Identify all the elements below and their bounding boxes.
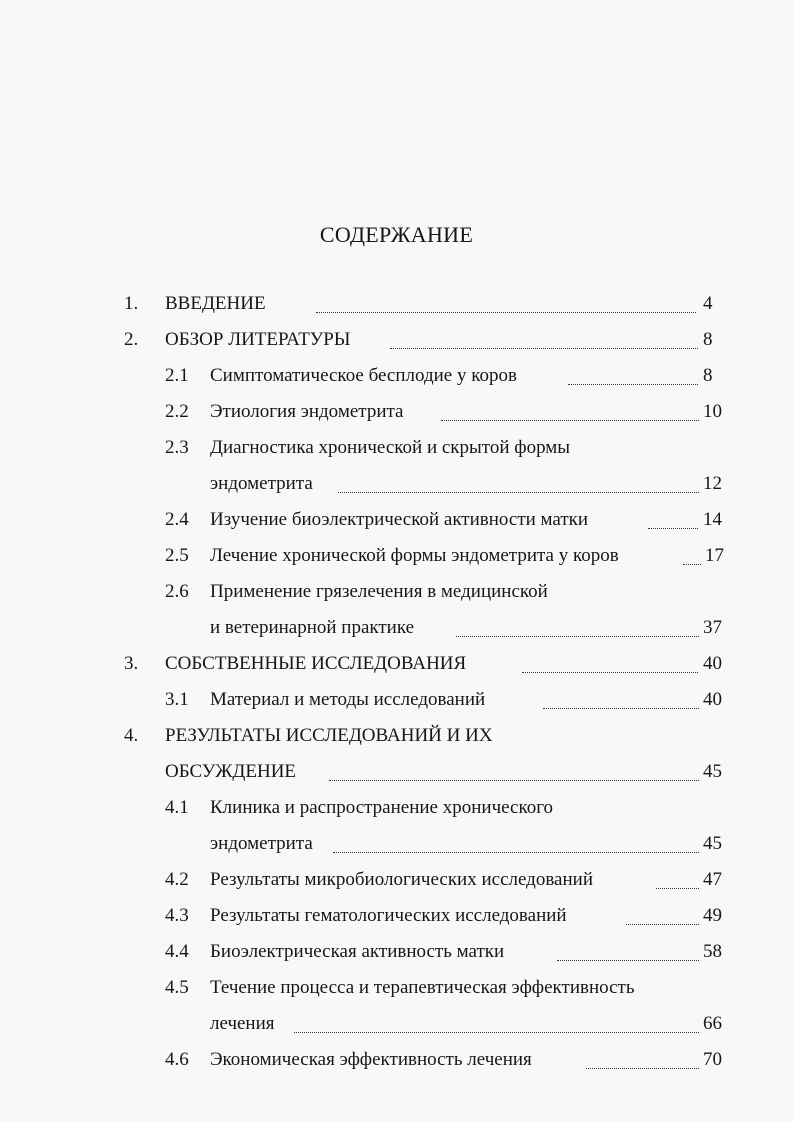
toc-number: 4.6 xyxy=(165,1049,189,1070)
toc-page-number: 4 xyxy=(703,293,713,314)
toc-entry xyxy=(0,972,793,1004)
toc-leader xyxy=(557,960,699,961)
toc-text: Изучение биоэлектрической активности матки xyxy=(210,509,589,530)
toc-leader xyxy=(390,348,698,349)
toc-number: 1. xyxy=(124,293,139,314)
toc-page-number: 37 xyxy=(703,617,722,638)
toc-page-number: 49 xyxy=(703,905,722,926)
toc-number: 2. xyxy=(124,329,139,350)
toc-page-number: 8 xyxy=(703,365,713,386)
toc-number: 4.3 xyxy=(165,905,189,926)
toc-text: Клиника и распространение хронического xyxy=(210,797,554,818)
toc-entry xyxy=(0,684,793,716)
toc-entry xyxy=(0,540,793,572)
toc-page-number: 10 xyxy=(703,401,722,422)
toc-leader xyxy=(333,852,699,853)
toc-number: 3. xyxy=(124,653,139,674)
toc-text: ВВЕДЕНИЕ xyxy=(165,293,266,314)
toc-entry-continuation xyxy=(0,1008,793,1040)
toc-page-number: 58 xyxy=(703,941,722,962)
toc-leader xyxy=(586,1068,699,1069)
toc-leader xyxy=(329,780,699,781)
toc-number: 4.2 xyxy=(165,869,189,890)
toc-leader xyxy=(316,312,696,313)
toc-text: РЕЗУЛЬТАТЫ ИССЛЕДОВАНИЙ И ИХ xyxy=(165,725,493,746)
toc-leader xyxy=(656,888,699,889)
toc-text: Материал и методы исследований xyxy=(210,689,486,710)
toc-entry xyxy=(0,432,793,464)
toc-page-number: 40 xyxy=(703,689,722,710)
toc-text: эндометрита xyxy=(210,473,313,494)
toc-text: и ветеринарной практике xyxy=(210,617,415,638)
toc-text: СОБСТВЕННЫЕ ИССЛЕДОВАНИЯ xyxy=(165,653,467,674)
toc-entry-continuation xyxy=(0,828,793,860)
toc-entry xyxy=(0,864,793,896)
toc-leader xyxy=(294,1032,699,1033)
toc-text: Результаты гематологических исследований xyxy=(210,905,567,926)
toc-page-number: 12 xyxy=(703,473,722,494)
toc-entry xyxy=(0,1044,793,1076)
toc-text: Этиология эндометрита xyxy=(210,401,404,422)
toc-page-number: 47 xyxy=(703,869,722,890)
toc-leader xyxy=(543,708,699,709)
toc-number: 2.5 xyxy=(165,545,189,566)
toc-number: 2.4 xyxy=(165,509,189,530)
toc-number: 3.1 xyxy=(165,689,189,710)
toc-text: Экономическая эффективность лечения xyxy=(210,1049,532,1070)
toc-entry xyxy=(0,288,793,320)
toc-title: СОДЕРЖАНИЕ xyxy=(319,222,474,247)
toc-entry xyxy=(0,900,793,932)
toc-entry xyxy=(0,936,793,968)
toc-number: 4.5 xyxy=(165,977,189,998)
toc-text: Результаты микробиологических исследований xyxy=(210,869,593,890)
toc-number: 4.4 xyxy=(165,941,189,962)
toc-entry-continuation xyxy=(0,756,793,788)
toc-number: 2.1 xyxy=(165,365,189,386)
toc-number: 4. xyxy=(124,725,139,746)
toc-entry xyxy=(0,720,793,752)
toc-leader xyxy=(456,636,699,637)
toc-entry xyxy=(0,792,793,824)
toc-text: эндометрита xyxy=(210,833,313,854)
toc-entry-continuation xyxy=(0,612,793,644)
toc-text: ОБЗОР ЛИТЕРАТУРЫ xyxy=(165,329,351,350)
toc-number: 2.6 xyxy=(165,581,189,602)
toc-page-number: 66 xyxy=(703,1013,722,1034)
toc-text: Симптоматическое бесплодие у коров xyxy=(210,365,517,386)
toc-leader xyxy=(568,384,698,385)
toc-entry xyxy=(0,648,793,680)
toc-page-number: 45 xyxy=(703,761,722,782)
toc-leader xyxy=(626,924,699,925)
toc-text: Диагностика хронической и скрытой формы xyxy=(210,437,571,458)
toc-page-number: 45 xyxy=(703,833,722,854)
toc-text: лечения xyxy=(210,1013,275,1034)
toc-number: 2.3 xyxy=(165,437,189,458)
toc-page-number: 17 xyxy=(705,545,724,566)
toc-leader xyxy=(338,492,699,493)
toc-text: Течение процесса и терапевтическая эффективность xyxy=(210,977,635,998)
toc-text: Применение грязелечения в медицинской xyxy=(210,581,548,602)
toc-page-number: 70 xyxy=(703,1049,722,1070)
toc-entry xyxy=(0,360,793,392)
toc-leader xyxy=(522,672,698,673)
toc-page-number: 8 xyxy=(703,329,713,350)
toc-text: ОБСУЖДЕНИЕ xyxy=(165,761,297,782)
toc-entry-continuation xyxy=(0,468,793,500)
toc-entry xyxy=(0,324,793,356)
toc-number: 2.2 xyxy=(165,401,189,422)
toc-leader xyxy=(648,528,698,529)
toc-leader xyxy=(441,420,699,421)
toc-entry xyxy=(0,504,793,536)
toc-text: Лечение хронической формы эндометрита у коров xyxy=(210,545,619,566)
toc-page-number: 40 xyxy=(703,653,722,674)
toc-leader xyxy=(683,564,701,565)
toc-text: Биоэлектрическая активность матки xyxy=(210,941,505,962)
toc-entry xyxy=(0,396,793,428)
toc-page-number: 14 xyxy=(703,509,722,530)
toc-number: 4.1 xyxy=(165,797,189,818)
toc-entry xyxy=(0,576,793,608)
